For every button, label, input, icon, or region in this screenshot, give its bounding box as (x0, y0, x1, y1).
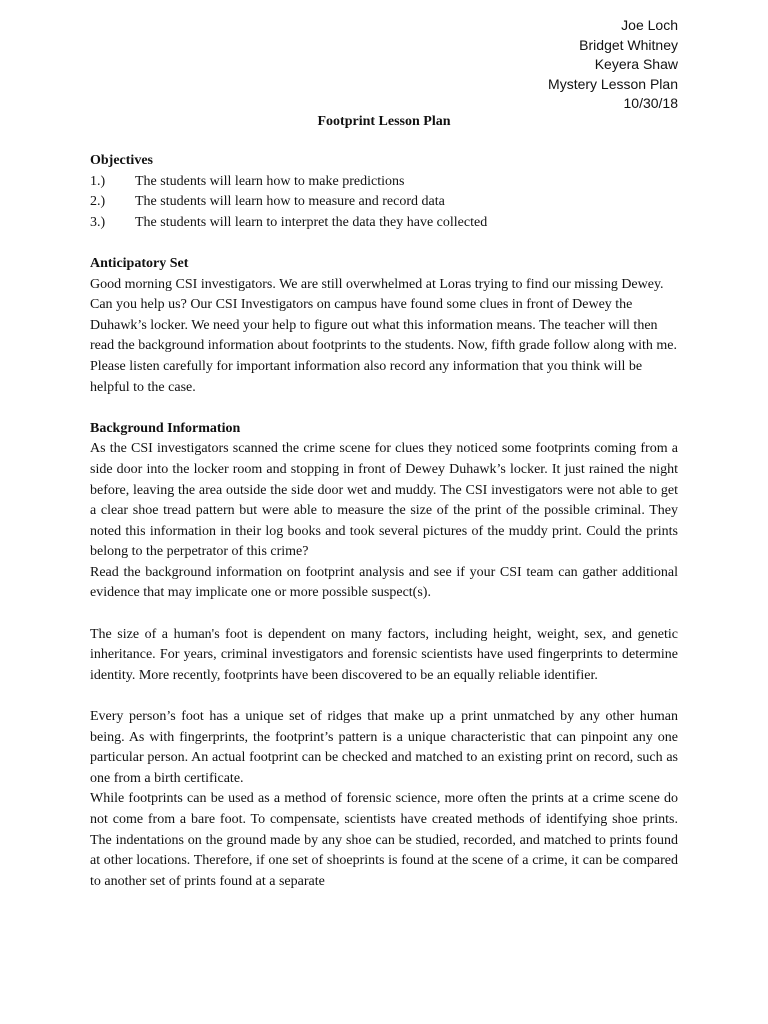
list-item (90, 172, 678, 193)
author-header (548, 16, 678, 114)
author-name: Keyera Shaw (594, 56, 678, 72)
anticipatory-set-heading: Anticipatory Set (90, 255, 189, 271)
section-spacer (90, 233, 678, 254)
section-spacer (90, 398, 678, 419)
list-item-text: The students will learn how to make predictions (135, 173, 405, 189)
list-item-number: 1.) (90, 173, 106, 189)
section-spacer (90, 686, 678, 707)
document-date: 10/30/18 (623, 95, 678, 111)
list-item (90, 192, 678, 213)
objectives-list (90, 172, 678, 234)
background-paragraph: Read the background information on footprint analysis and see if your CSI team can gather additional evidence that may implicate one or more possible suspect(s). (90, 564, 678, 601)
background-heading: Background Information (90, 420, 241, 436)
list-item-number: 3.) (90, 214, 106, 230)
author-name: Bridget Whitney (579, 36, 678, 53)
background-paragraph: As the CSI investigators scanned the crime scene for clues they noticed some footprints coming from a side door into the locker room and stopping in front of Dewey Duhawk’s locker. It just rained the night before, leaving the area outside the side door wet and muddy. The CSI investigators were not able to get a clear shoe tread pattern but were able to measure the size of the print of the possible criminal. They noted this information in their log books and took several pictures of the muddy print. Could the prints belong to the perpetrator of this crime? (90, 441, 678, 560)
section-spacer (90, 604, 678, 625)
list-item-number: 2.) (90, 194, 106, 210)
page-title: Footprint Lesson Plan (317, 114, 451, 129)
anticipatory-set-text: Good morning CSI investigators. We are still overwhelmed at Loras trying to find our missing Dewey. Can you help us? Our CSI Investigators on campus have found some clues in front of Dewey the Duhawk’s locker. We need your help to figure out what this information means. The teacher will then read the background information about footprints to the students. Now, fifth grade follow along with me. Please listen carefully for important information also record any information that you think will be helpful to the case. (90, 276, 677, 395)
list-item (90, 213, 678, 234)
background-paragraph: Every person’s foot has a unique set of ridges that make up a print unmatched by any other human being. As with fingerprints, the footprint’s pattern is a unique characteristic that can pinpoint any one particular person. An actual footprint can be checked and matched to an existing print on record, such as one from a birth certificate. (90, 709, 678, 786)
list-item-text: The students will learn to interpret the data they have collected (135, 214, 488, 230)
background-paragraph: The size of a human's foot is dependent on many factors, including height, weight, sex, and genetic inheritance. For years, criminal investigators and forensic scientists have used fingerprints to determine identity. More recently, footprints have been discovered to be an equally reliable identifier. (90, 626, 678, 683)
list-item-text: The students will learn how to measure and record data (135, 194, 445, 210)
document-type: Mystery Lesson Plan (548, 75, 678, 92)
background-paragraph: While footprints can be used as a method of forensic science, more often the prints at a crime scene do not come from a bare foot. To compensate, scientists have created methods of identifying shoe prints. The indentations on the ground made by any shoe can be studied, recorded, and matched to prints found at other locations. Therefore, if one set of shoeprints is found at the scene of a crime, it can be compared to another set of prints found at a separate (90, 791, 678, 889)
objectives-heading: Objectives (90, 153, 153, 168)
document-body (90, 151, 678, 892)
author-name: Joe Loch (621, 17, 678, 33)
